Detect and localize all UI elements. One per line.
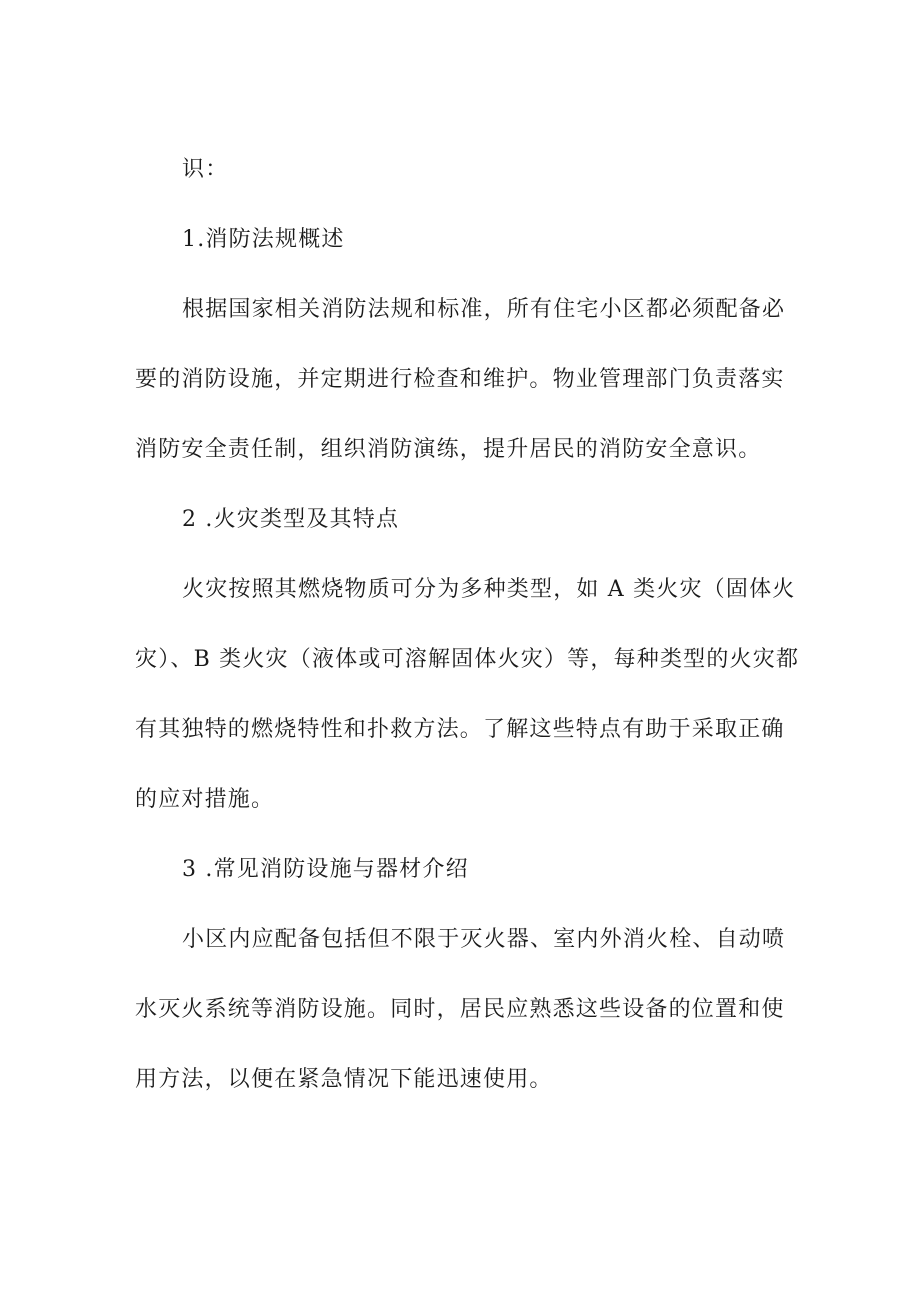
paragraph-line: 水灭火系统等消防设施。同时，居民应熟悉这些设备的位置和使 <box>135 997 785 1022</box>
paragraph-line: 灾）、B 类火灾（液体或可溶解固体火灾）等，每种类型的火灾都 <box>135 647 800 672</box>
document-body <box>135 148 800 1128</box>
paragraph-line: 根据国家相关消防法规和标准，所有住宅小区都必须配备必 <box>182 297 786 322</box>
section-heading: 3 .常见消防设施与器材介绍 <box>182 857 469 882</box>
text-line: 识： <box>182 157 229 182</box>
paragraph-line: 消防安全责任制，组织消防演练，提升居民的消防安全意识。 <box>135 437 762 462</box>
paragraph-line: 要的消防设施，并定期进行检查和维护。物业管理部门负责落实 <box>135 367 785 392</box>
paragraph-line: 小区内应配备包括但不限于灭火器、室内外消火栓、自动喷 <box>182 927 786 952</box>
section-heading: 1.消防法规概述 <box>182 227 345 252</box>
section-heading: 2 .火灾类型及其特点 <box>182 507 400 532</box>
paragraph-line: 的应对措施。 <box>135 787 275 812</box>
paragraph-line: 用方法，以便在紧急情况下能迅速使用。 <box>135 1067 553 1092</box>
paragraph-line: 火灾按照其燃烧物质可分为多种类型，如 A 类火灾（固体火 <box>182 577 796 602</box>
paragraph-line: 有其独特的燃烧特性和扑救方法。了解这些特点有助于采取正确 <box>135 717 785 742</box>
